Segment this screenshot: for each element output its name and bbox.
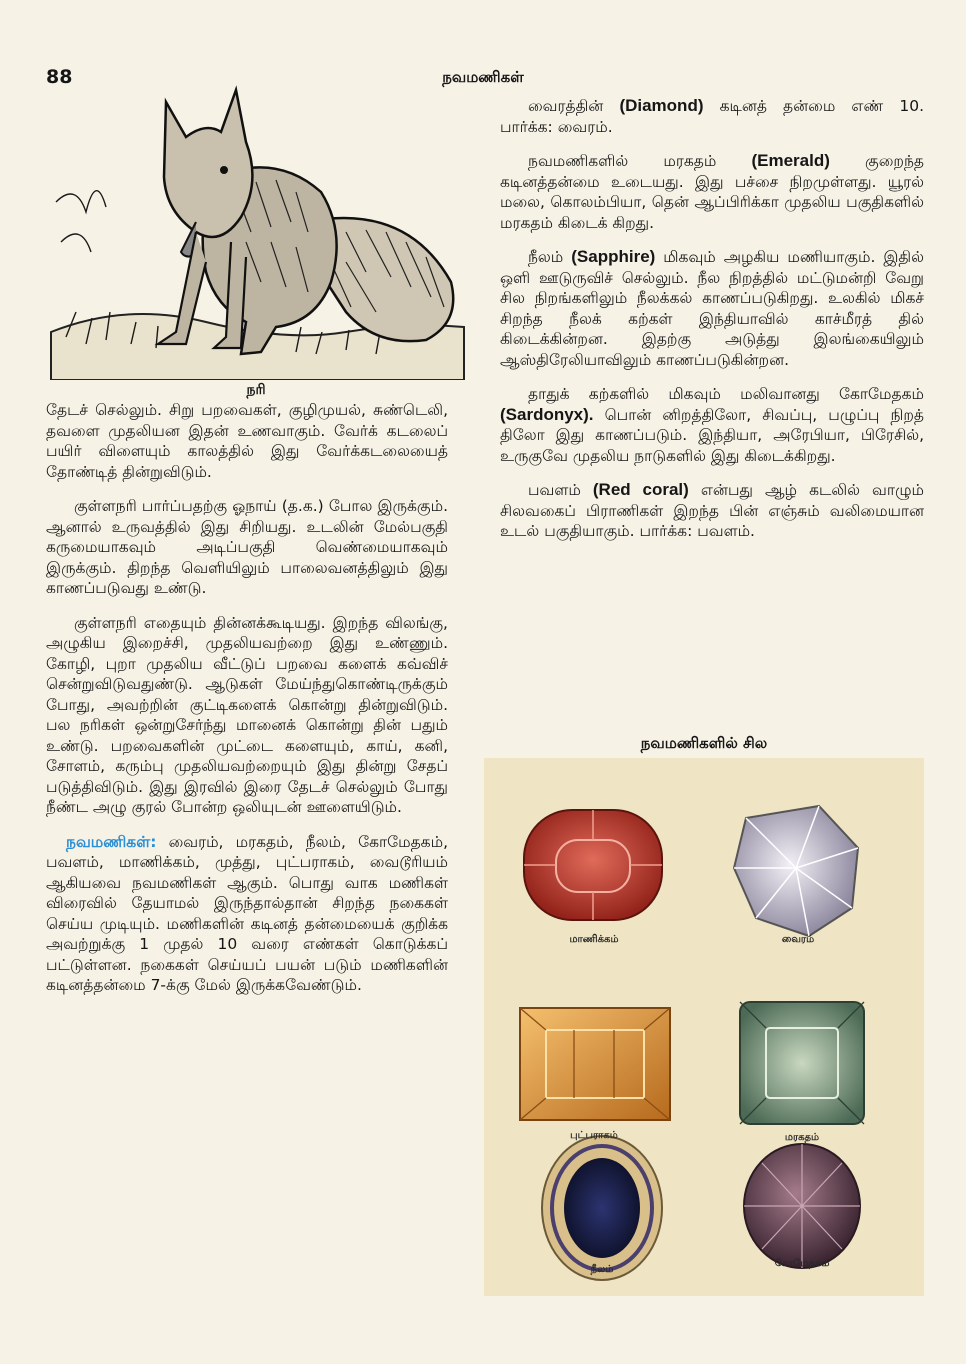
- label-sardonyx: கோமேதகம்: [774, 1258, 830, 1269]
- paragraph-sapphire: [500, 247, 924, 370]
- paragraph: குள்ளநரி பார்ப்பதற்கு ஓநாய் (த.க.) போல இருக்கும். ஆனால் உருவத்தில் இது சிறியது. உடலின் மேல்பகுதி கருமையாகவும் அடிப்பகுதி வெண்மையாகவும் இருக்கும். திறந்த வெளியிலும் பாலைவனத்திலும் இது காணப்படுவது உண்டு.: [46, 497, 448, 597]
- text: பொன் னிறத்திலோ, சிவப்பு, பழுப்பு நிறத் திலோ இது காணப்படும். இந்தியா, அரேபியா, பிரேசில், உருகுவே முதலிய நாடுகளில் இது கிடைக்கிறது.: [500, 405, 924, 465]
- text: நீலம்: [528, 248, 572, 266]
- diamond-gem: [734, 806, 858, 936]
- english-term: (Diamond): [619, 96, 704, 115]
- label-topaz: புட்பராகம்: [570, 1130, 618, 1141]
- gem-plate-title: நவமணிகளில் சில: [640, 734, 768, 752]
- text: வைரத்தின்: [528, 97, 620, 115]
- text: நவமணிகளில் மரகதம்: [528, 152, 752, 170]
- sardonyx-gem: [744, 1144, 860, 1268]
- gem-plate: [484, 758, 924, 1296]
- paragraph-emerald: [500, 151, 924, 233]
- paragraph-text: வைரம், மரகதம், நீலம், கோமேதகம், பவளம், மாணிக்கம், முத்து, புட்பராகம், வைடூரியம் ஆகியவை நவமணிகள் ஆகும். பொது வாக மணிகள் விரைவில் தேயாமல் இருந்தால்தான் சிறந்த நகைகள் செய்ய முடியும். மணிகளின் கடினத் தன்மையைக் குறிக்க அவற்றுக்கு 1 முதல் 10 வரை எண்கள் கொடுக்கப் பட்டுள்ளன. நகைகள் செய்யப் பயன் படும் மணிகளின் கடினத்தன்மை 7-க்கு மேல் இருக்கவேண்டும்.: [46, 832, 448, 994]
- english-term: (Red coral): [592, 480, 689, 499]
- left-column: [46, 400, 448, 1010]
- text: தாதுக் கற்களில் மிகவும் மலிவானது கோமேதகம்: [528, 385, 924, 403]
- text: பவளம்: [528, 481, 593, 499]
- english-term: (Sapphire): [571, 247, 656, 266]
- label-ruby: மாணிக்கம்: [569, 934, 619, 945]
- emerald-gem: [740, 1002, 864, 1124]
- english-term: (Emerald): [751, 151, 830, 170]
- term-navamanigal: நவமணிகள்:: [66, 832, 157, 851]
- sapphire-gem: [542, 1136, 662, 1280]
- paragraph-coral: [500, 480, 924, 542]
- paragraph: குள்ளநரி எதையும் தின்னக்கூடியது. இறந்த விலங்கு, அழுகிய இறைச்சி, முதலியவற்றை இது உண்ணும். கோழி, புறா முதலிய வீட்டுப் பறவை களைக் கவ்விச் சென்றுவிடுவதுண்டு. ஆடுகள் மேய்ந்துகொண்டிருக்கும் போது, அவற்றின் குட்டிகளைக் கொன்று தின்றுவிடும். பல நரிகள் ஒன்றுசேர்ந்து மானைக் கொன்று தின் பதும் உண்டு. பறவைகளின் முட்டை களையும், காய், கனி, சோளம், கரும்பு முதலியவற்றையும் இது தின்று சேதப் படுத்திவிடும். இது இரவில் இரை தேடச் செல்லும் போது நீண்ட அழு குரல் போன்ற ஒலியுடன் ஊளையிடும்.: [46, 613, 448, 816]
- fox-illustration: [46, 82, 466, 380]
- page-number: 88: [46, 66, 73, 88]
- text: என்பது ஆழ் கடலில் வாழும் சிலவகைப் பிராணிகள் இறந்த பின் எஞ்சும் வலிமையான உடல் பகுதியாகும். பார்க்க: பவளம்.: [500, 481, 924, 540]
- paragraph-sardonyx: [500, 384, 924, 466]
- paragraph: தேடச் செல்லும். சிறு பறவைகள், குழிமுயல், சுண்டெலி, தவளை முதலியன இதன் உணவாகும். வேர்க் கடலைப் பயிர் விளையும் காலத்தில் இது வேர்க்கடலையைத் தோண்டித் தின்றுவிடும்.: [46, 401, 448, 481]
- paragraph-navamanigal: [46, 832, 448, 996]
- label-diamond: வைரம்: [781, 934, 815, 945]
- running-head: நவமணிகள்: [442, 68, 524, 86]
- label-sapphire: நீலம்: [590, 1264, 614, 1275]
- right-column: [500, 96, 924, 556]
- text: மிகவும் அழகிய மணியாகும். இதில் ஒளி ஊடுருவிச் செல்லும். நீல நிறத்தில் மட்டுமன்றி வேறு சில நிறங்களிலும் நீலக்கல் காணப்படுகிறது. உலகில் மிகச் சிறந்த நீலக் கற்கள் இந்தியாவில் காச்மீரத் தில் கிடைக்கின்றன. இதற்கு அடுத்து இலங்கையிலும் ஆஸ்திரேலியாவிலும் காணப்படுகின்றன.: [500, 248, 925, 369]
- label-emerald: மரகதம்: [784, 1132, 820, 1143]
- fox-caption: நரி: [246, 382, 266, 398]
- paragraph-diamond: [500, 96, 924, 137]
- topaz-gem: [520, 1008, 670, 1120]
- text: குறைந்த கடினத்தன்மை உடையது. இது பச்சை நிறமுள்ளது. யூரல் மலை, கொலம்பியா, தென் ஆப்பிரிக்கா முதலிய பகுதிகளில் மரகதம் கிடைக் கிறது.: [500, 152, 924, 232]
- english-term: (Sardonyx).: [500, 404, 594, 424]
- ruby-gem: [524, 810, 662, 920]
- text: கடினத் தன்மை எண் 10. பார்க்க: வைரம்.: [500, 97, 924, 136]
